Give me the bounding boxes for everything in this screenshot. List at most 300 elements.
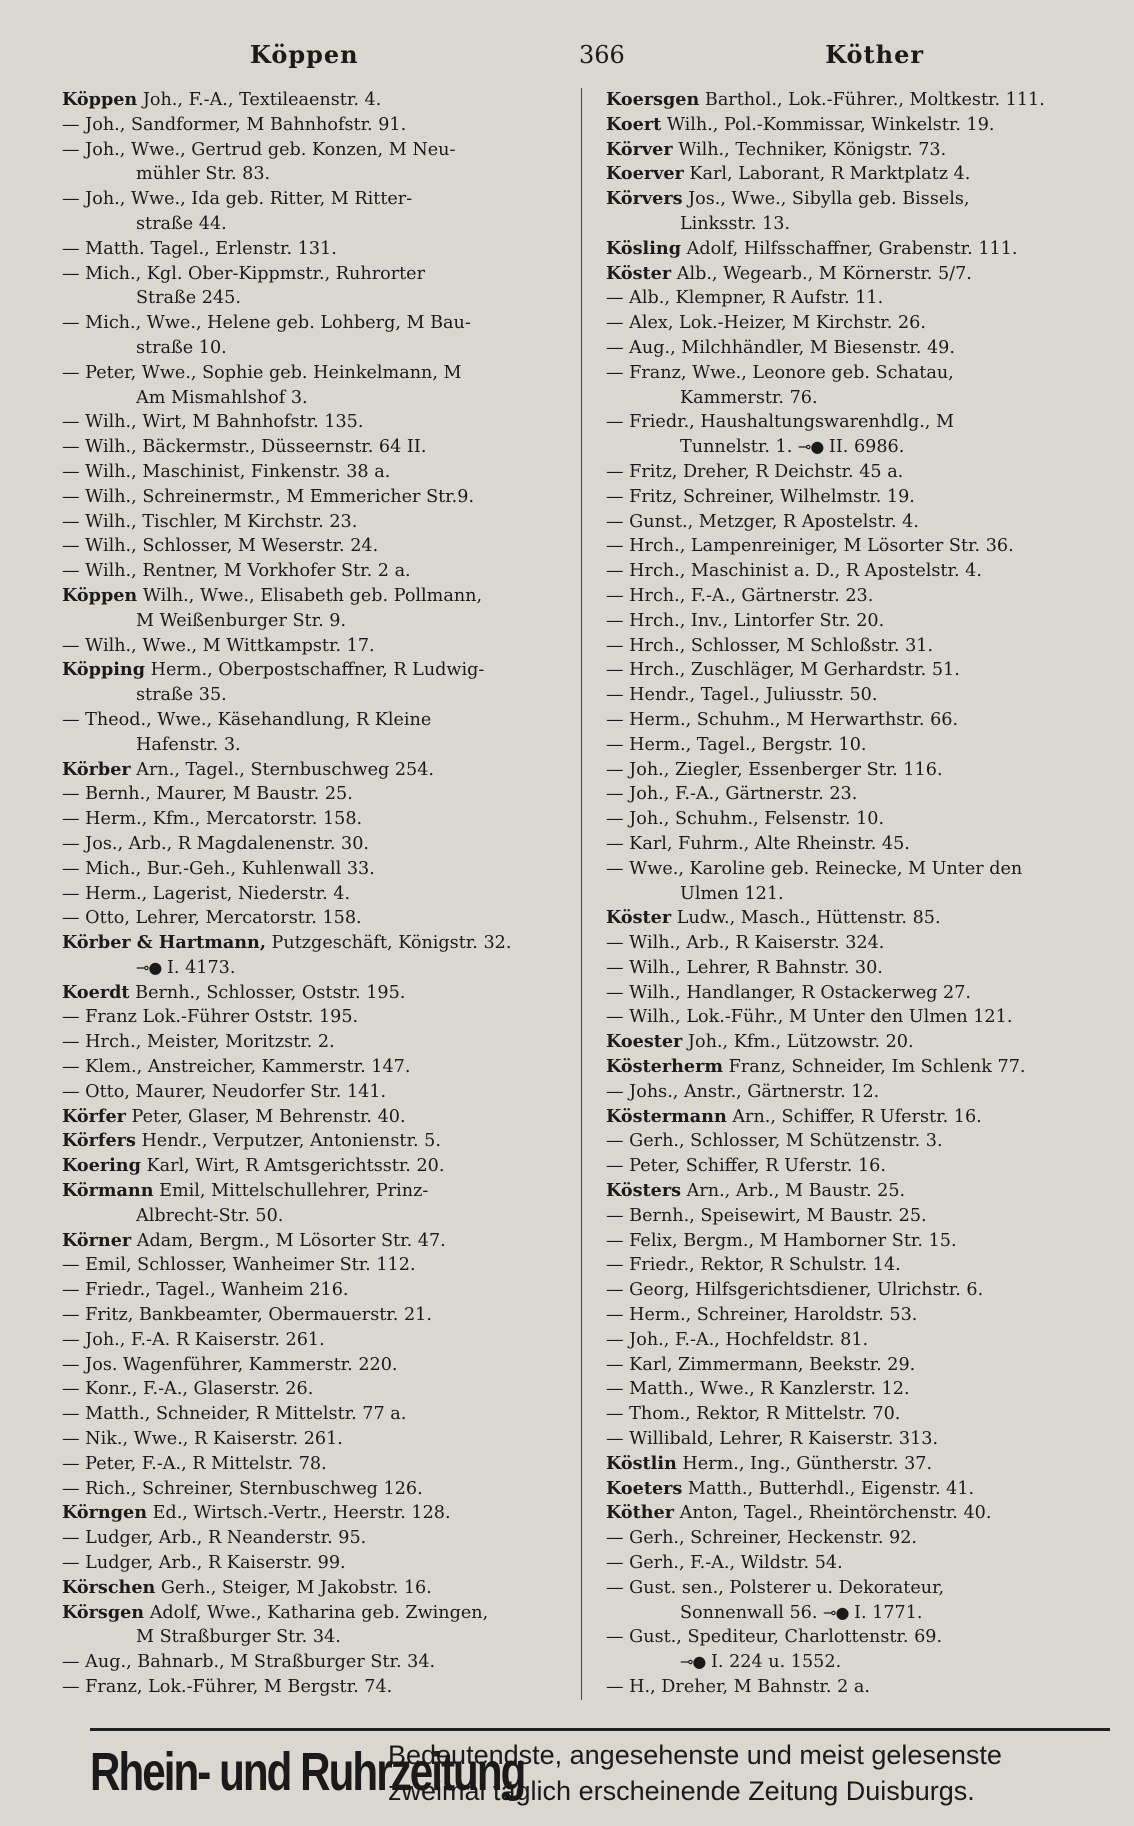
entry-text: Emil, Mittelschullehrer, Prinz-	[153, 1181, 429, 1202]
entry-continuation	[606, 386, 1111, 411]
directory-entry	[606, 1551, 1111, 1576]
directory-entry	[606, 88, 1111, 113]
entry-surname: Köther	[606, 1502, 675, 1524]
entry-text: Linksstr. 13.	[680, 213, 791, 234]
directory-entry	[62, 187, 567, 212]
entry-text: — Herm., Lagerist, Niederstr. 4.	[62, 883, 351, 904]
entry-text: — Fritz, Schreiner, Wilhelmstr. 19.	[606, 486, 915, 507]
entry-continuation	[606, 1650, 1111, 1675]
directory-entry	[62, 1179, 567, 1204]
entry-text: M Straßburger Str. 34.	[136, 1627, 341, 1648]
directory-entry	[62, 262, 567, 287]
entry-text: — Wilh., Schreinermstr., M Emmericher Str.9.	[62, 486, 475, 507]
entry-text: — Matth., Schneider, R Mittelstr. 77 a.	[62, 1404, 407, 1425]
entry-text: Wilh., Pol.-Kommissar, Winkelstr. 19.	[661, 114, 995, 135]
entry-text: Herm., Ing., Güntherstr. 37.	[676, 1453, 933, 1474]
directory-entry	[606, 1477, 1111, 1502]
directory-entry	[62, 559, 567, 584]
directory-entry	[62, 1353, 567, 1378]
entry-text: — Wilh., Lok.-Führ., M Unter den Ulmen 121.	[606, 1007, 1013, 1028]
newspaper-name: Rhein- und Ruhrzeitung	[90, 1742, 525, 1802]
directory-entry	[606, 832, 1111, 857]
directory-entry	[606, 1129, 1111, 1154]
directory-entry	[606, 311, 1111, 336]
directory-entry	[606, 1427, 1111, 1452]
directory-entry	[62, 782, 567, 807]
entry-text: — H., Dreher, M Bahnstr. 2 a.	[606, 1677, 870, 1697]
entry-text: — Klem., Anstreicher, Kammerstr. 147.	[62, 1057, 411, 1078]
entry-surname: Koester	[606, 1031, 683, 1053]
entry-text: — Thom., Rektor, R Mittelstr. 70.	[606, 1404, 901, 1425]
directory-entry	[606, 510, 1111, 535]
directory-entry	[62, 1080, 567, 1105]
directory-entry	[62, 1551, 567, 1576]
entry-text: — Gerh., Schlosser, M Schützenstr. 3.	[606, 1131, 943, 1152]
entry-text: mühler Str. 83.	[136, 164, 271, 185]
entry-text: — Wilh., Rentner, M Vorkhofer Str. 2 a.	[62, 561, 411, 582]
entry-text: — Hrch., Inv., Lintorfer Str. 20.	[606, 610, 885, 631]
directory-entry	[62, 758, 567, 783]
directory-entry	[606, 1625, 1111, 1650]
entry-text: — Friedr., Tagel., Wanheim 216.	[62, 1280, 349, 1301]
entry-text: — Hrch., Maschinist a. D., R Apostelstr. 4.	[606, 561, 982, 582]
directory-entry	[606, 1229, 1111, 1254]
entry-text: — Joh., F.-A., Gärtnerstr. 23.	[606, 784, 858, 805]
entry-surname: Körner	[62, 1229, 132, 1251]
entry-text: I. 224 u. 1552.	[705, 1652, 842, 1673]
directory-entry	[62, 906, 567, 931]
entry-text: Peter, Glaser, M Behrenstr. 40.	[125, 1106, 406, 1127]
entry-surname: Köster	[606, 907, 672, 929]
directory-entry	[606, 1303, 1111, 1328]
entry-text: — Konr., F.-A., Glaserstr. 26.	[62, 1379, 314, 1400]
entry-text: Bernh., Schlosser, Oststr. 195.	[129, 982, 406, 1003]
directory-entry	[62, 634, 567, 659]
directory-entry	[606, 138, 1111, 163]
directory-entry	[62, 1402, 567, 1427]
entry-text: — Wilh., Schlosser, M Weserstr. 24.	[62, 536, 379, 557]
directory-entry	[62, 981, 567, 1006]
directory-entry	[606, 1501, 1111, 1526]
directory-entry	[62, 237, 567, 262]
entry-text: — Aug., Bahnarb., M Straßburger Str. 34.	[62, 1652, 436, 1673]
phone-number: I. 1771.	[848, 1602, 923, 1623]
page-number: 366	[579, 41, 625, 69]
entry-text: — Otto, Lehrer, Mercatorstr. 158.	[62, 908, 362, 929]
entry-text: Matth., Butterhdl., Eigenstr. 41.	[682, 1478, 975, 1499]
directory-entry	[606, 286, 1111, 311]
entry-text: — Herm., Schuhm., M Herwarthstr. 66.	[606, 709, 959, 730]
entry-text: — Aug., Milchhändler, M Biesenstr. 49.	[606, 337, 955, 358]
entry-text: — Bernh., Maurer, M Baustr. 25.	[62, 784, 353, 805]
entry-text: — Hendr., Tagel., Juliusstr. 50.	[606, 685, 878, 706]
entry-text: — Friedr., Haushaltungswarenhdlg., M	[606, 412, 954, 433]
entry-text: — Peter, Wwe., Sophie geb. Heinkelmann, M	[62, 362, 462, 383]
entry-text: I. 4173.	[161, 957, 236, 978]
right-column	[581, 88, 1111, 1700]
slogan-line-1: Bedeutendste, angesehenste und meist gelesenste	[388, 1740, 1002, 1770]
entry-continuation	[62, 609, 567, 634]
entry-text: Arn., Arb., M Baustr. 25.	[681, 1181, 906, 1202]
entry-text: — Wilh., Wwe., M Wittkampstr. 17.	[62, 635, 375, 656]
directory-entry	[62, 113, 567, 138]
directory-entry	[606, 733, 1111, 758]
directory-entry	[606, 931, 1111, 956]
entry-surname: Körsgen	[62, 1601, 145, 1623]
entry-surname: Koerdt	[62, 981, 130, 1003]
entry-text: — Emil, Schlosser, Wanheimer Str. 112.	[62, 1255, 416, 1276]
entry-text: — Peter, F.-A., R Mittelstr. 78.	[62, 1453, 327, 1474]
directory-entry	[606, 262, 1111, 287]
directory-entry	[62, 1477, 567, 1502]
slogan-line-2: zweimal täglich erscheinende Zeitung Duisburgs.	[388, 1776, 975, 1806]
directory-entry	[62, 1030, 567, 1055]
entry-surname: Köppen	[62, 584, 138, 606]
directory-entry	[62, 1328, 567, 1353]
entry-text: — Wilh., Handlanger, R Ostackerweg 27.	[606, 982, 972, 1003]
entry-surname: Körber & Hartmann,	[62, 932, 266, 954]
entry-text: — Peter, Schiffer, R Uferstr. 16.	[606, 1156, 886, 1177]
entry-surname: Koert	[606, 113, 662, 135]
directory-entry	[62, 1005, 567, 1030]
entry-text: — Jos. Wagenführer, Kammerstr. 220.	[62, 1354, 398, 1375]
directory-entry	[606, 1179, 1111, 1204]
entry-text: Jos., Wwe., Sibylla geb. Bissels,	[682, 189, 970, 210]
entry-text: Karl, Wirt, R Amtsgerichtsstr. 20.	[140, 1156, 445, 1177]
directory-entry	[62, 460, 567, 485]
directory-entry	[62, 1452, 567, 1477]
entry-text: — Hrch., Schlosser, M Schloßstr. 31.	[606, 635, 934, 656]
directory-entry	[606, 460, 1111, 485]
entry-text: — Otto, Maurer, Neudorfer Str. 141.	[62, 1081, 387, 1102]
directory-entry	[62, 1675, 567, 1700]
entry-surname: Körber	[62, 758, 131, 780]
directory-entry	[62, 807, 567, 832]
entry-text: Adam, Bergm., M Lösorter Str. 47.	[131, 1230, 446, 1251]
entry-text: Straße 245.	[136, 288, 241, 309]
directory-entry	[606, 758, 1111, 783]
directory-entry	[606, 1353, 1111, 1378]
entry-text: Joh., F.-A., Textileaenstr. 4.	[137, 90, 382, 110]
entry-text: — Rich., Schreiner, Sternbuschweg 126.	[62, 1478, 423, 1499]
entry-surname: Körfers	[62, 1130, 136, 1152]
entry-surname: Koerver	[606, 163, 684, 185]
entry-text: Albrecht-Str. 50.	[136, 1205, 284, 1226]
directory-entry	[606, 1105, 1111, 1130]
directory-entry	[62, 1601, 567, 1626]
directory-entry	[62, 1427, 567, 1452]
directory-entry	[606, 906, 1111, 931]
directory-entry	[62, 857, 567, 882]
entry-text: Gerh., Steiger, M Jakobstr. 16.	[155, 1577, 432, 1598]
directory-entry	[62, 1154, 567, 1179]
directory-entry	[62, 510, 567, 535]
directory-entry	[606, 1402, 1111, 1427]
entry-text: — Theod., Wwe., Käsehandlung, R Kleine	[62, 709, 432, 730]
directory-entry	[62, 1501, 567, 1526]
directory-entry	[606, 1452, 1111, 1477]
directory-entry	[62, 584, 567, 609]
entry-text: — Fritz, Bankbeamter, Obermauerstr. 21.	[62, 1305, 432, 1326]
directory-entry	[62, 1253, 567, 1278]
directory-entry	[606, 1154, 1111, 1179]
directory-entry	[606, 237, 1111, 262]
directory-entry	[62, 1105, 567, 1130]
entry-text: — Friedr., Rektor, R Schulstr. 14.	[606, 1255, 901, 1276]
entry-text: — Fritz, Dreher, R Deichstr. 45 a.	[606, 461, 904, 482]
directory-entry	[62, 88, 567, 113]
entry-continuation	[62, 212, 567, 237]
directory-entry	[606, 1278, 1111, 1303]
entry-text: — Wilh., Wirt, M Bahnhofstr. 135.	[62, 412, 364, 433]
telephone-icon: ⊸●	[797, 437, 824, 457]
directory-entry	[606, 584, 1111, 609]
entry-text: Am Mismahlshof 3.	[136, 387, 308, 408]
entry-text: Barthol., Lok.-Führer., Moltkestr. 111.	[699, 90, 1045, 110]
entry-text: — Karl, Fuhrm., Alte Rheinstr. 45.	[606, 833, 910, 854]
entry-text: — Karl, Zimmermann, Beekstr. 29.	[606, 1354, 916, 1375]
entry-continuation	[606, 882, 1111, 907]
entry-surname: Köstlin	[606, 1452, 677, 1474]
entry-text: Anton, Tagel., Rheintörchenstr. 40.	[674, 1503, 992, 1524]
entry-text: Ulmen 121.	[680, 883, 784, 904]
entry-text: — Gerh., Schreiner, Heckenstr. 92.	[606, 1528, 918, 1549]
entry-surname: Koeters	[606, 1477, 683, 1499]
directory-entry	[606, 410, 1111, 435]
directory-entry	[606, 485, 1111, 510]
directory-entry	[606, 1055, 1111, 1080]
header-right-keyword: Köther	[825, 40, 924, 69]
entry-text: — Ludger, Arb., R Neanderstr. 95.	[62, 1528, 367, 1549]
entry-text: Putzgeschäft, Königstr. 32.	[265, 933, 512, 954]
entry-continuation	[606, 212, 1111, 237]
header-left-keyword: Köppen	[250, 40, 359, 69]
directory-entry	[62, 1278, 567, 1303]
directory-entry	[62, 138, 567, 163]
directory-entry	[606, 1526, 1111, 1551]
entry-text: Adolf, Wwe., Katharina geb. Zwingen,	[144, 1602, 489, 1623]
directory-entry	[606, 658, 1111, 683]
directory-entry	[62, 410, 567, 435]
directory-entry	[62, 708, 567, 733]
directory-entry	[606, 1576, 1111, 1601]
left-column	[62, 88, 581, 1700]
entry-text: — Franz, Lok.-Führer, M Bergstr. 74.	[62, 1677, 393, 1697]
entry-text: — Wilh., Bäckermstr., Düsseernstr. 64 II.	[62, 437, 427, 458]
entry-text: — Hrch., Meister, Moritzstr. 2.	[62, 1032, 335, 1053]
telephone-icon: ⊸●	[136, 957, 162, 977]
directory-entry	[606, 857, 1111, 882]
directory-entry	[606, 162, 1111, 187]
entry-continuation	[62, 286, 567, 311]
entry-surname: Körmann	[62, 1180, 154, 1202]
directory-entry	[606, 807, 1111, 832]
entry-text: — Gust. sen., Polsterer u. Dekorateur,	[606, 1577, 945, 1598]
entry-surname: Kösling	[606, 237, 682, 259]
entry-text: — Jos., Arb., R Magdalenenstr. 30.	[62, 833, 370, 854]
entry-text: — Mich., Wwe., Helene geb. Lohberg, M Bau-	[62, 313, 471, 334]
entry-continuation	[62, 162, 567, 187]
entry-continuation	[62, 386, 567, 411]
entry-surname: Köpping	[62, 659, 146, 681]
entry-continuation	[62, 336, 567, 361]
entry-text: — Herm., Tagel., Bergstr. 10.	[606, 734, 867, 755]
directory-entry	[62, 1129, 567, 1154]
entry-text: Karl, Laborant, R Marktplatz 4.	[683, 164, 971, 185]
entry-text: Alb., Wegearb., M Körnerstr. 5/7.	[671, 263, 972, 284]
directory-entry	[606, 336, 1111, 361]
entry-text: Tunnelstr. 1.	[680, 437, 798, 458]
entry-continuation	[62, 1625, 567, 1650]
entry-text: Wilh., Techniker, Königstr. 73.	[672, 139, 947, 160]
entry-text: — Joh., Ziegler, Essenberger Str. 116.	[606, 759, 943, 780]
directory-entry	[606, 361, 1111, 386]
directory-entry	[606, 609, 1111, 634]
directory-entry	[606, 113, 1111, 138]
entry-continuation	[62, 956, 567, 981]
entry-continuation	[606, 1601, 1111, 1626]
entry-text: Joh., Kfm., Lützowstr. 20.	[682, 1032, 914, 1053]
directory-entry	[606, 981, 1111, 1006]
entry-text: — Wilh., Lehrer, R Bahnstr. 30.	[606, 957, 883, 978]
entry-text: — Wwe., Karoline geb. Reinecke, M Unter den	[606, 858, 1023, 879]
phone-number: II. 6986.	[823, 437, 905, 458]
entry-text: Herm., Oberpostschaffner, R Ludwig-	[145, 660, 485, 681]
entry-text: Arn., Tagel., Sternbuschweg 254.	[130, 759, 435, 780]
directory-entry	[606, 1204, 1111, 1229]
entry-text: — Joh., Wwe., Ida geb. Ritter, M Ritter-	[62, 189, 413, 210]
entry-surname: Kösterherm	[606, 1056, 724, 1078]
entry-text: M Weißenburger Str. 9.	[136, 610, 347, 631]
directory-entry	[62, 435, 567, 460]
advertisement-banner	[90, 1728, 1110, 1813]
entry-text: — Mich., Kgl. Ober-Kippmstr., Ruhrorter	[62, 263, 426, 284]
directory-entry	[62, 485, 567, 510]
entry-text: Sonnenwall 56.	[680, 1602, 824, 1623]
directory-entry	[62, 1650, 567, 1675]
entry-text: Franz, Schneider, Im Schlenk 77.	[723, 1057, 1026, 1078]
directory-entry	[606, 1377, 1111, 1402]
directory-entry	[62, 658, 567, 683]
directory-entry	[606, 1675, 1111, 1700]
entry-text: — Johs., Anstr., Gärtnerstr. 12.	[606, 1081, 880, 1102]
directory-entry	[62, 1303, 567, 1328]
directory-entry	[606, 708, 1111, 733]
entry-text: — Franz, Wwe., Leonore geb. Schatau,	[606, 362, 954, 383]
entry-text: — Ludger, Arb., R Kaiserstr. 99.	[62, 1553, 346, 1574]
entry-surname: Kösters	[606, 1180, 682, 1202]
directory-entry	[62, 1576, 567, 1601]
directory-entry	[62, 1055, 567, 1080]
entry-continuation	[62, 1204, 567, 1229]
directory-entry	[606, 187, 1111, 212]
entry-surname: Körschen	[62, 1576, 156, 1598]
entry-text: — Joh., Wwe., Gertrud geb. Konzen, M Neu-	[62, 139, 456, 160]
directory-entry	[62, 311, 567, 336]
directory-entry	[606, 534, 1111, 559]
directory-entry	[606, 1328, 1111, 1353]
directory-entry	[62, 534, 567, 559]
entry-text: Hendr., Verputzer, Antonienstr. 5.	[135, 1131, 441, 1152]
entry-text: Arn., Schiffer, R Uferstr. 16.	[726, 1106, 982, 1127]
directory-entry	[606, 559, 1111, 584]
entry-surname: Körver	[606, 138, 673, 160]
entry-text: — Joh., Sandformer, M Bahnhofstr. 91.	[62, 114, 407, 135]
entry-text: — Joh., Schuhm., Felsenstr. 10.	[606, 809, 885, 830]
directory-entry	[62, 882, 567, 907]
entry-text: — Willibald, Lehrer, R Kaiserstr. 313.	[606, 1429, 939, 1450]
entry-text: straße 10.	[136, 337, 227, 358]
directory-entry	[606, 782, 1111, 807]
entry-text: — Wilh., Maschinist, Finkenstr. 38 a.	[62, 461, 391, 482]
entry-text: Adolf, Hilfsschaffner, Grabenstr. 111.	[681, 238, 1018, 259]
directory-entry	[606, 634, 1111, 659]
entry-text: — Georg, Hilfsgerichtsdiener, Ulrichstr. 6.	[606, 1280, 984, 1301]
entry-text: — Alb., Klempner, R Aufstr. 11.	[606, 288, 884, 309]
directory-entry	[62, 1526, 567, 1551]
directory-entry	[62, 1229, 567, 1254]
entry-surname: Köstermann	[606, 1105, 727, 1127]
entry-text: — Gerh., F.-A., Wildstr. 54.	[606, 1553, 843, 1574]
entry-continuation	[62, 733, 567, 758]
entry-text: straße 44.	[136, 213, 227, 234]
entry-text: Ludw., Masch., Hüttenstr. 85.	[671, 908, 941, 929]
entry-text: — Gunst., Metzger, R Apostelstr. 4.	[606, 511, 919, 532]
entry-text: — Hrch., F.-A., Gärtnerstr. 23.	[606, 585, 874, 606]
entry-text: — Alex, Lok.-Heizer, M Kirchstr. 26.	[606, 313, 926, 334]
entry-text: Ed., Wirtsch.-Vertr., Heerstr. 128.	[147, 1503, 451, 1524]
entry-continuation	[62, 683, 567, 708]
entry-text: — Herm., Kfm., Mercatorstr. 158.	[62, 809, 363, 830]
directory-entry	[606, 1080, 1111, 1105]
telephone-icon: ⊸●	[680, 1652, 706, 1672]
directory-entry	[62, 1377, 567, 1402]
directory-entry	[606, 1253, 1111, 1278]
entry-text: Kammerstr. 76.	[680, 387, 818, 408]
entry-text: Wilh., Wwe., Elisabeth geb. Pollmann,	[137, 585, 483, 606]
entry-text: — Joh., F.-A. R Kaiserstr. 261.	[62, 1329, 325, 1350]
entry-text: — Matth. Tagel., Erlenstr. 131.	[62, 238, 337, 259]
directory-entry	[62, 361, 567, 386]
directory-entry	[606, 683, 1111, 708]
entry-text: — Mich., Bur.-Geh., Kuhlenwall 33.	[62, 858, 375, 879]
entry-text: — Hrch., Zuschläger, M Gerhardstr. 51.	[606, 660, 960, 681]
entry-surname: Köppen	[62, 89, 138, 110]
entry-text: — Hrch., Lampenreiniger, M Lösorter Str. 36.	[606, 536, 1014, 557]
entry-text: straße 35.	[136, 685, 227, 706]
directory-entry	[606, 1030, 1111, 1055]
directory-entry	[606, 1005, 1111, 1030]
entry-surname: Köster	[606, 262, 672, 284]
directory-columns	[62, 88, 1112, 1700]
entry-text: Hafenstr. 3.	[136, 734, 241, 755]
entry-text: — Franz Lok.-Führer Oststr. 195.	[62, 1007, 359, 1028]
entry-text: — Felix, Bergm., M Hamborner Str. 15.	[606, 1230, 957, 1251]
entry-text: — Joh., F.-A., Hochfeldstr. 81.	[606, 1329, 869, 1350]
entry-surname: Körfer	[62, 1105, 126, 1127]
entry-text: — Matth., Wwe., R Kanzlerstr. 12.	[606, 1379, 910, 1400]
entry-surname: Koering	[62, 1155, 141, 1177]
entry-text: — Wilh., Tischler, M Kirchstr. 23.	[62, 511, 358, 532]
directory-entry	[62, 832, 567, 857]
directory-entry	[606, 956, 1111, 981]
entry-continuation	[606, 435, 1111, 460]
entry-text: — Bernh., Speisewirt, M Baustr. 25.	[606, 1205, 927, 1226]
entry-text: — Herm., Schreiner, Haroldstr. 53.	[606, 1305, 918, 1326]
entry-text: — Gust., Spediteur, Charlottenstr. 69.	[606, 1627, 943, 1648]
entry-surname: Körngen	[62, 1502, 147, 1524]
entry-text: — Wilh., Arb., R Kaiserstr. 324.	[606, 933, 885, 954]
